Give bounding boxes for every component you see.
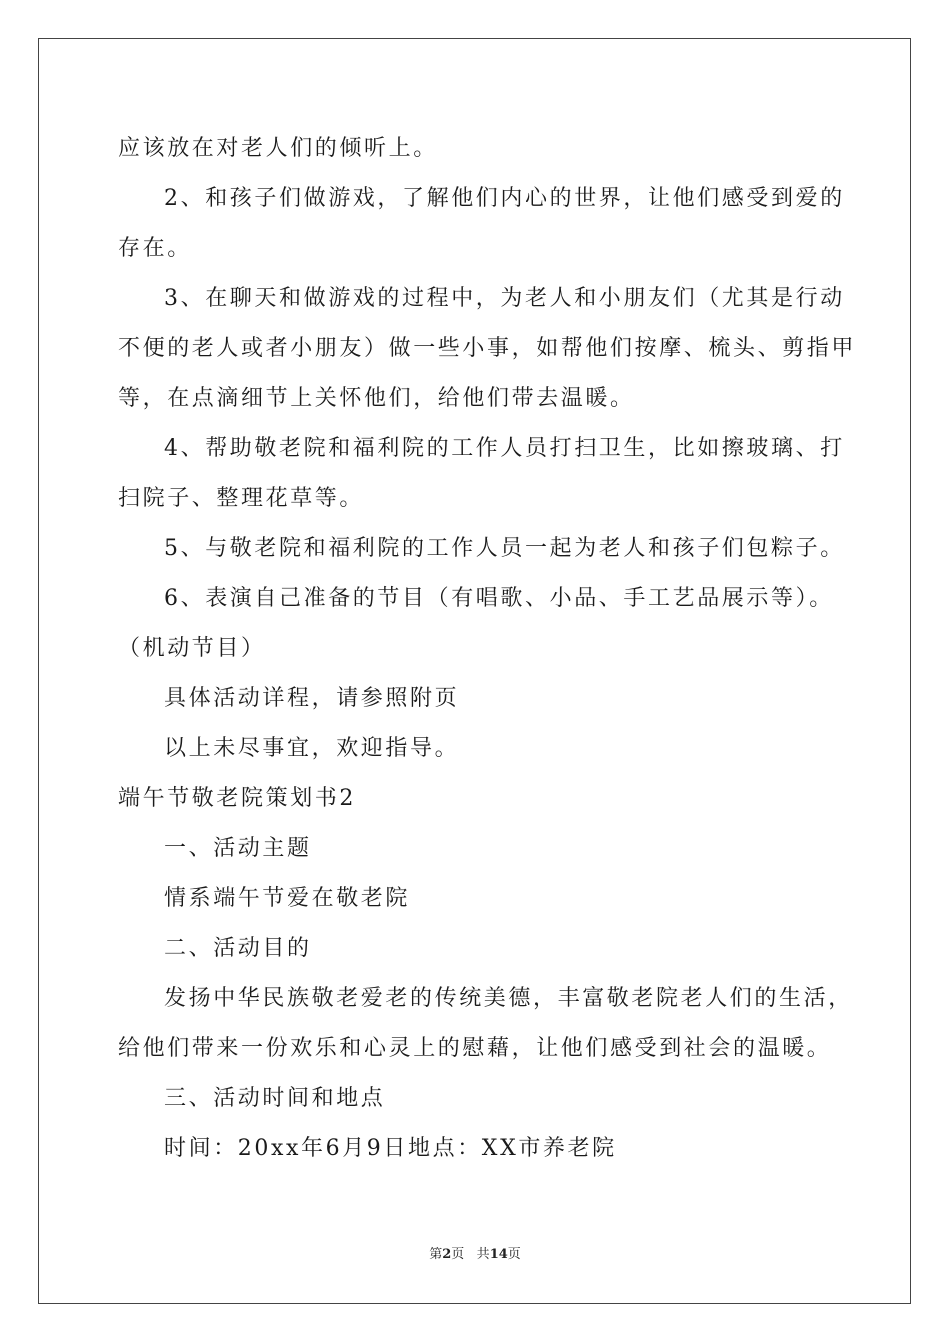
page-border [38,38,911,1304]
total-prefix: 共 [476,1247,490,1262]
heading-time-place: 三、活动时间和地点 [164,1086,386,1111]
page-number: 2 [442,1247,452,1262]
total-pages: 14 [489,1247,508,1262]
heading-theme: 一、活动主题 [164,836,312,861]
page-footer [0,1246,950,1264]
page-prefix: 第 [429,1247,443,1262]
text-line: 2、和孩子们做游戏，了解他们内心的世界，让他们感受到爱的 [164,186,845,211]
text-line: 等，在点滴细节上关怀他们，给他们带去温暖。 [118,386,635,411]
text-line: 时间：20xx年6月9日地点：XX市养老院 [164,1136,617,1161]
text-line: （机动节目） [118,636,266,661]
text-line: 6、表演自己准备的节目（有唱歌、小品、手工艺品展示等）。 [164,586,834,611]
text-line: 具体活动详程，请参照附页 [164,686,460,711]
text-line: 3、在聊天和做游戏的过程中，为老人和小朋友们（尤其是行动 [164,286,845,311]
page-suffix: 页 [451,1247,465,1262]
text-line: 应该放在对老人们的倾听上。 [118,136,438,161]
text-line: 情系端午节爱在敬老院 [164,886,411,911]
section-title: 端午节敬老院策划书2 [118,786,356,811]
heading-purpose: 二、活动目的 [164,936,312,961]
text-line: 存在。 [118,236,192,261]
text-line: 给他们带来一份欢乐和心灵上的慰藉，让他们感受到社会的温暖。 [118,1036,832,1061]
text-line: 发扬中华民族敬老爱老的传统美德，丰富敬老院老人们的生活， [164,986,853,1011]
text-line: 5、与敬老院和福利院的工作人员一起为老人和孩子们包粽子。 [164,536,845,561]
total-suffix: 页 [507,1247,521,1262]
text-line: 4、帮助敬老院和福利院的工作人员打扫卫生，比如擦玻璃、打 [164,436,845,461]
text-line: 不便的老人或者小朋友）做一些小事，如帮他们按摩、梳头、剪指甲 [118,336,857,361]
text-line: 扫院子、整理花草等。 [118,486,365,511]
text-line: 以上未尽事宜，欢迎指导。 [164,736,460,761]
